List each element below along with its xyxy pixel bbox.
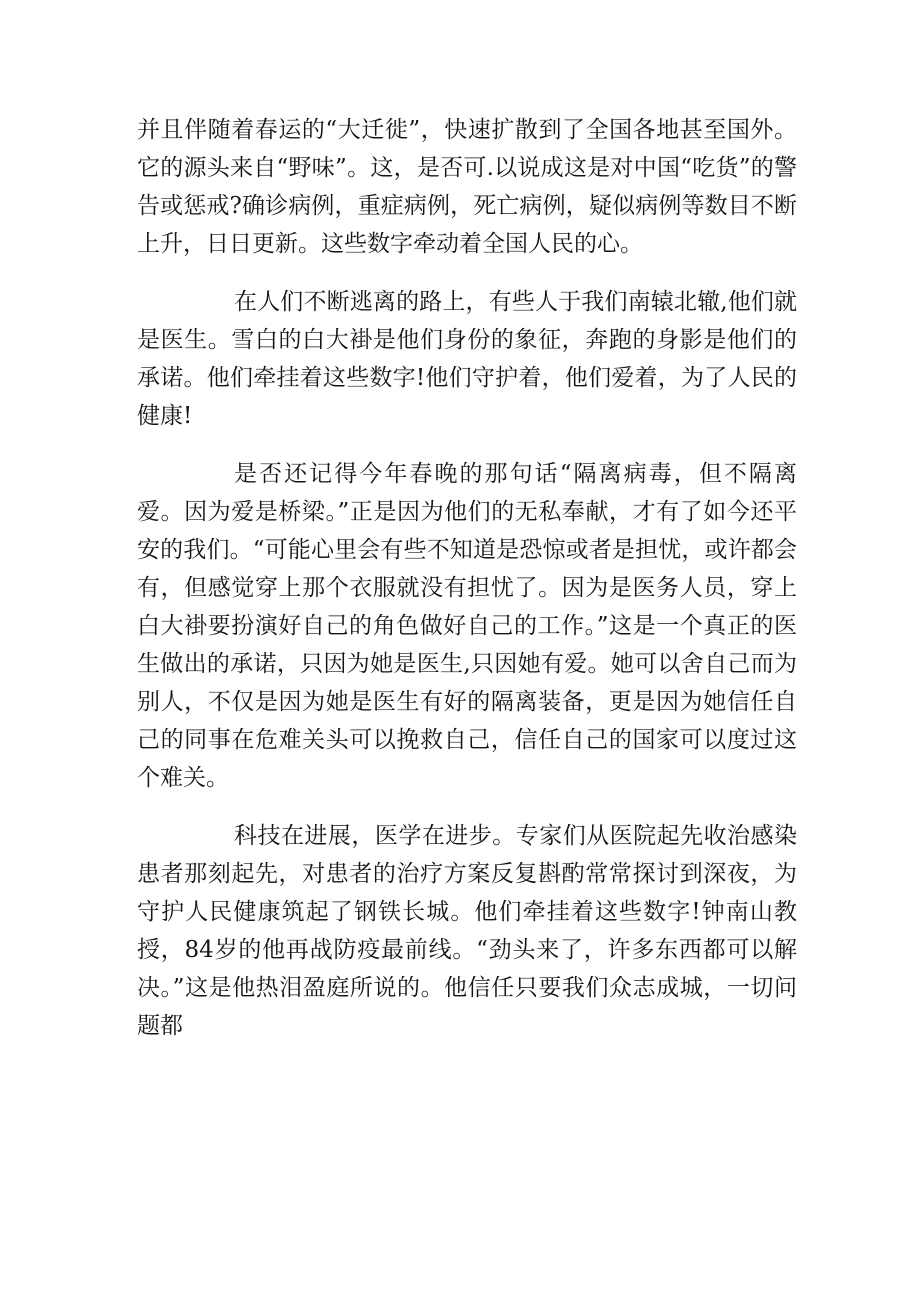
paragraph-1: 并且伴随着春运的“大迁徙”，快速扩散到了全国各地甚至国外。它的源头来自“野味”。这，是否可.以说成这是对中国“吃货”的警告或惩戒?确诊病例，重症病例，死亡病例，疑似病例等数目不断上升，日日更新。这些数字牵动着全国人民的心。 bbox=[137, 117, 797, 257]
paragraph-2: 在人们不断逃离的路上，有些人于我们南辕北辙,他们就是医生。雪白的白大褂是他们身份的象征，奔跑的身影是他们的承诺。他们牵挂着这些数字!他们守护着，他们爱着，为了人民的健康! bbox=[137, 289, 797, 429]
paragraph-3: 是否还记得今年春晚的那句话“隔离病毒，但不隔离爱。因为爱是桥梁。”正是因为他们的无私奉献，才有了如今还平安的我们。“可能心里会有些不知道是恐惊或者是担忧，或许都会有，但感觉穿上那个衣服就没有担忧了。因为是医务人员，穿上白大褂要扮演好自己的角色做好自己的工作。”这是一个真正的医生做出的承诺，只因为她是医生,只因她有爱。她可以舍自己而为别人，不仅是因为她是医生有好的隔离装备，更是因为她信任自己的同事在危难关头可以挽救自己，信任自己的国家可以度过这个难关。 bbox=[137, 461, 797, 791]
paragraph-4: 科技在进展，医学在进步。专家们从医院起先收治感染患者那刻起先，对患者的治疗方案反复斟酌常常探讨到深夜，为守护人民健康筑起了钢铁长城。他们牵挂着这些数字!钟南山教授，84岁的他再战防疫最前线。“劲头来了，许多东西都可以解决。”这是他热泪盈庭所说的。他信任只要我们众志成城，一切问题都 bbox=[137, 823, 797, 1039]
document-body bbox=[137, 111, 797, 1045]
